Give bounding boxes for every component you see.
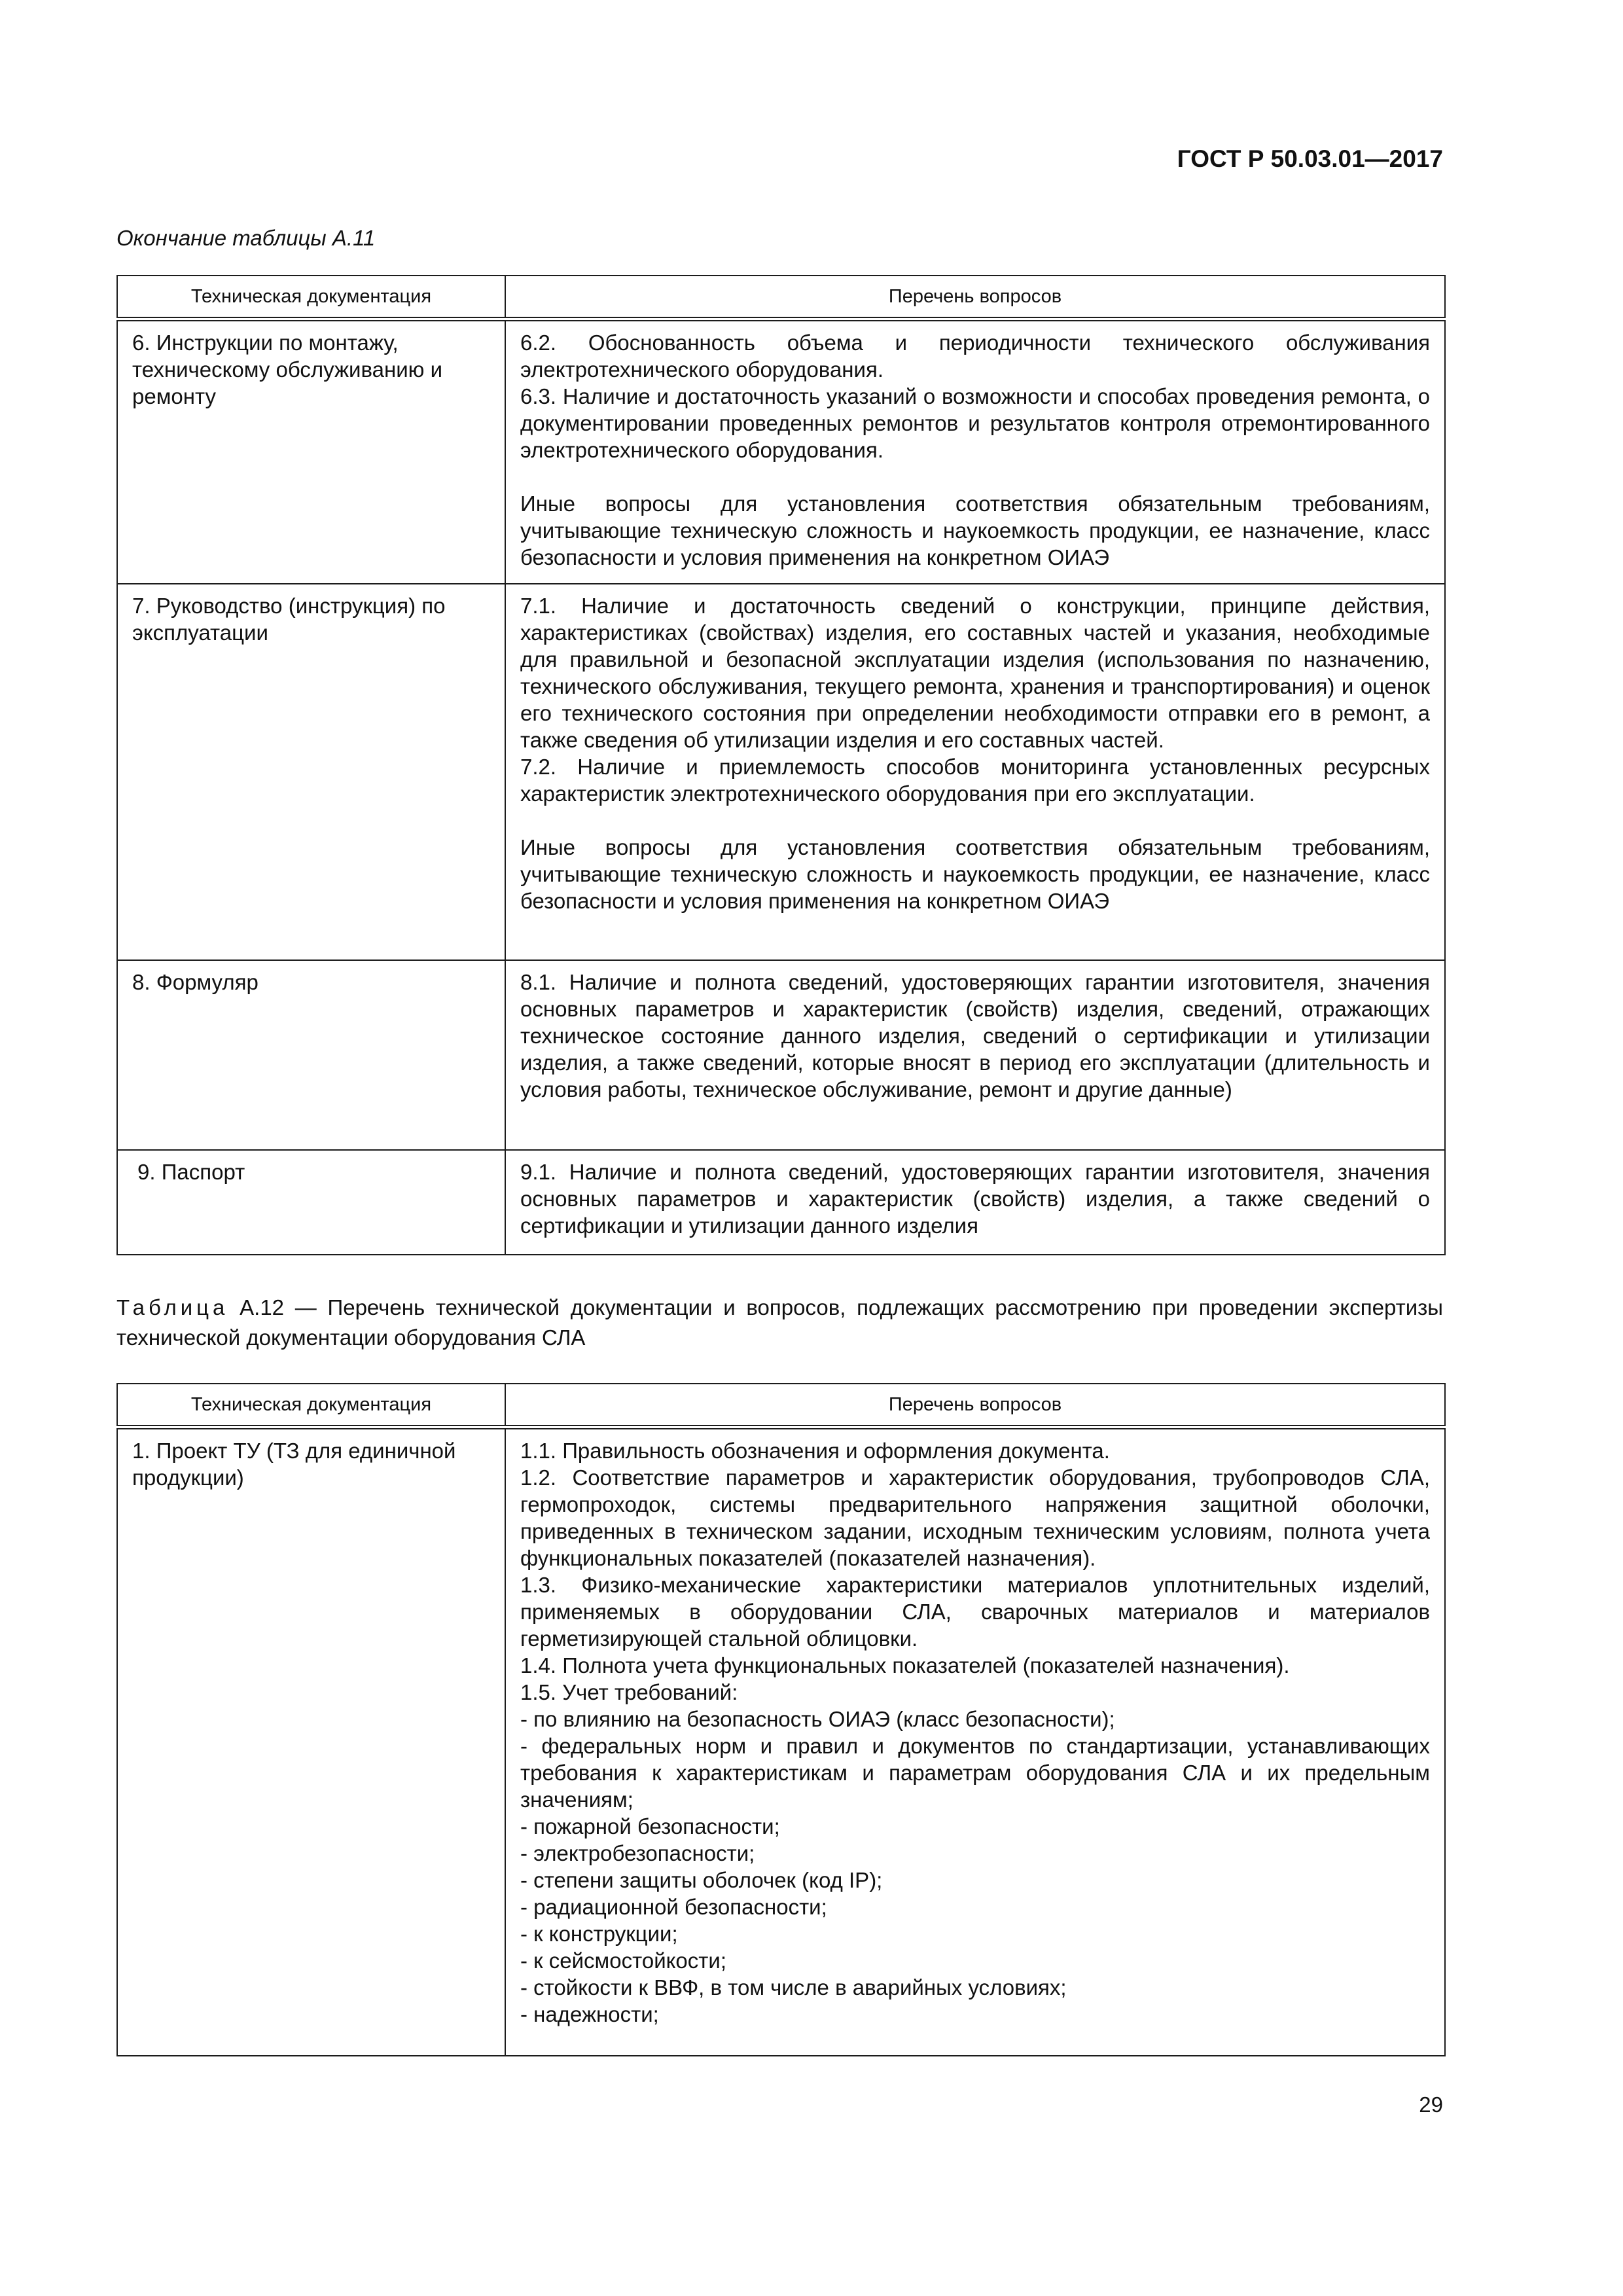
requirement-item: - радиационной безопасности; [520, 1895, 827, 1919]
table-a11 [116, 275, 1446, 1255]
questions-cell [505, 960, 1445, 1150]
table-a12 [116, 1383, 1446, 2056]
question-item: 1.3. Физико-механические характеристики материалов уплотнительных изделий, применяемых в оборудовании СЛА, сварочных материалов и материалов герметизирующей стальной облицовки. [520, 1573, 1430, 1651]
document-code: ГОСТ Р 50.03.01—2017 [1177, 145, 1443, 172]
documentation-cell: 8. Формуляр [117, 960, 505, 1150]
table-continuation-label: Окончание таблицы А.11 [116, 226, 376, 250]
question-item: 9.1. Наличие и полнота сведений, удостоверяющих гарантии изготовителя, значения основных параметров и характеристик (свойств) изделия, а также сведений о сертификации и утилизации данного изделия [520, 1159, 1430, 1238]
table-row [117, 1427, 1445, 2056]
column-header-documentation: Техническая документация [117, 276, 505, 319]
table-header-row [117, 276, 1445, 319]
requirement-item: - стойкости к ВВФ, в том числе в аварийных условиях; [520, 1975, 1067, 2000]
requirement-item: - пожарной безопасности; [520, 1814, 780, 1839]
question-item: 7.2. Наличие и приемлемость способов мониторинга установленных ресурсных характеристик электротехнического оборудования при его эксплуатации. [520, 754, 1430, 806]
table-caption-text: А.12 — Перечень технической документации и вопросов, подлежащих рассмотрению при проведении экспертизы технической документации оборудования СЛА [116, 1295, 1443, 1350]
page-number: 29 [1419, 2092, 1443, 2117]
requirements-list [520, 1706, 1430, 2028]
requirement-item: - к сейсмостойкости; [520, 1948, 726, 1973]
documentation-cell: 7. Руководство (инструкция) по эксплуатации [117, 584, 505, 960]
requirement-item: - к конструкции; [520, 1922, 678, 1946]
table-row [117, 1150, 1445, 1255]
question-item: 6.3. Наличие и достаточность указаний о возможности и способах проведения ремонта, о документировании проведенных ремонтов и результатов контроля отремонтированного электротехнического оборудования. [520, 384, 1430, 462]
other-questions-text: Иные вопросы для установления соответствия обязательным требованиям, учитывающие техническую сложность и наукоемкость продукции, ее назначение, класс безопасности и условия применения на конкретном ОИАЭ [520, 492, 1430, 569]
requirement-item: - электробезопасности; [520, 1841, 755, 1865]
questions-cell [505, 584, 1445, 960]
questions-cell [505, 319, 1445, 584]
documentation-cell: 9. Паспорт [117, 1150, 505, 1255]
table-row [117, 319, 1445, 584]
requirement-item: - надежности; [520, 2002, 659, 2026]
table-caption [116, 1293, 1443, 1353]
question-item: 1.1. Правильность обозначения и оформления документа. [520, 1439, 1110, 1463]
question-item: 6.2. Обоснованность объема и периодичности технического обслуживания электротехнического оборудования. [520, 331, 1430, 382]
column-header-documentation: Техническая документация [117, 1384, 505, 1427]
other-questions-text: Иные вопросы для установления соответствия обязательным требованиям, учитывающие техническую сложность и наукоемкость продукции, ее назначение, класс безопасности и условия применения на конкретном ОИАЭ [520, 834, 1430, 913]
requirement-item: - степени защиты оболочек (код IP); [520, 1868, 883, 1892]
table-row [117, 960, 1445, 1150]
question-item: 7.1. Наличие и достаточность сведений о конструкции, принципе действия, характеристиках (свойствах) изделия, его составных частей и указания, необходимые для правильной и безопасной эксплуатации изделия (использования по назначению, технического обслуживания, текущего ремонта, хранения и транспортирования) и оценок его технического состояния при определении необходимости отправки его в ремонт, а также сведения об утилизации изделия и его составных частей. [520, 593, 1430, 752]
column-header-questions: Перечень вопросов [505, 1384, 1445, 1427]
column-header-questions: Перечень вопросов [505, 276, 1445, 319]
documentation-cell: 6. Инструкции по монтажу, техническому обслуживанию и ремонту [117, 319, 505, 584]
requirement-item: - федеральных норм и правил и документов по стандартизации, устанавливающих требования к характеристикам и параметрам оборудования СЛА и их предельным значениям; [520, 1734, 1430, 1812]
documentation-cell: 1. Проект ТУ (ТЗ для единичной продукции) [117, 1427, 505, 2056]
table-caption-label: Таблица [116, 1295, 229, 1319]
requirement-item: - по влиянию на безопасность ОИАЭ (класс безопасности); [520, 1707, 1115, 1731]
question-item: 1.5. Учет требований: [520, 1680, 738, 1704]
table-row [117, 584, 1445, 960]
questions-cell [505, 1150, 1445, 1255]
table-header-row [117, 1384, 1445, 1427]
question-item: 1.4. Полнота учета функциональных показателей (показателей назначения). [520, 1653, 1290, 1677]
question-item: 1.2. Соответствие параметров и характеристик оборудования, трубопроводов СЛА, гермопроходок, системы предварительного напряжения защитной оболочки, приведенных в техническом задании, исходным техническим условиям, полнота учета функциональных показателей (показателей назначения). [520, 1465, 1430, 1570]
questions-cell [505, 1427, 1445, 2056]
question-item: 8.1. Наличие и полнота сведений, удостоверяющих гарантии изготовителя, значения основных параметров и характеристик (свойств) изделия, сведений, отражающих техническое состояние данного изделия, сведений о сертификации и утилизации изделия, а также сведений, которые вносят в период его эксплуатации (длительность и условия работы, техническое обслуживание, ремонт и другие данные) [520, 969, 1430, 1102]
